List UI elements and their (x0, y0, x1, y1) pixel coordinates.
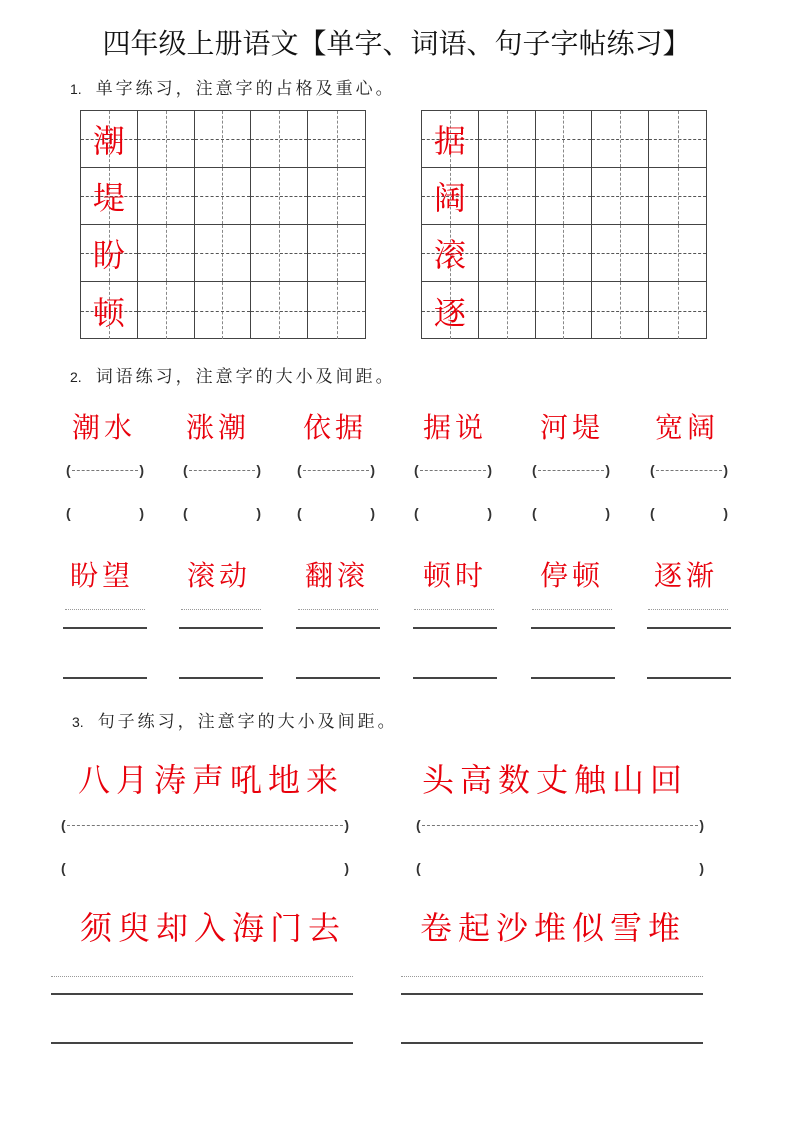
trace-dotted-line[interactable] (181, 609, 261, 610)
section-1-heading (70, 74, 396, 99)
grid-cell[interactable] (592, 282, 649, 339)
grid-cell-model (81, 168, 138, 225)
model-character: 顿 (92, 293, 125, 332)
write-line[interactable] (179, 627, 263, 629)
model-character: 阔 (433, 179, 466, 217)
write-line[interactable] (413, 677, 497, 679)
trace-paren-line[interactable]: ( ) (297, 462, 375, 478)
grid-cell[interactable] (649, 168, 706, 225)
write-paren-line[interactable]: ( ) (532, 505, 610, 521)
model-word: 河堤 (540, 411, 605, 444)
grid-cell[interactable] (138, 282, 195, 339)
grid-cell-model (81, 282, 138, 339)
model-word: 翻滚 (305, 559, 370, 592)
grid-cell-model (422, 225, 479, 282)
grid-cell[interactable] (251, 111, 308, 168)
page-title: 四年级上册语文【单字、词语、句子字帖练习】 (102, 27, 691, 60)
section-2-heading (70, 362, 396, 387)
grid-row (422, 168, 706, 225)
grid-row (422, 282, 706, 339)
section-label: 词语练习，注意字的大小及间距。 (95, 367, 396, 387)
grid-row (81, 282, 365, 339)
grid-cell[interactable] (479, 282, 536, 339)
grid-cell[interactable] (251, 225, 308, 282)
grid-cell[interactable] (251, 168, 308, 225)
write-line[interactable] (531, 627, 615, 629)
write-paren-line[interactable]: ( ) (416, 860, 704, 876)
write-line[interactable] (63, 627, 147, 629)
write-line[interactable] (647, 677, 731, 679)
grid-cell[interactable] (195, 111, 252, 168)
grid-cell[interactable] (649, 111, 706, 168)
write-paren-line[interactable]: ( ) (66, 505, 144, 521)
grid-cell[interactable] (308, 282, 365, 339)
trace-paren-line[interactable]: ( ) (61, 817, 349, 833)
trace-dotted-line[interactable] (298, 609, 378, 610)
model-sentence: 卷起沙堆似雪堆 (420, 909, 687, 947)
write-paren-line[interactable]: ( ) (61, 860, 349, 876)
grid-cell[interactable] (479, 168, 536, 225)
grid-row (81, 225, 365, 282)
write-paren-line[interactable]: ( ) (297, 505, 375, 521)
trace-paren-line[interactable]: ( ) (650, 462, 728, 478)
model-character: 逐 (433, 293, 466, 332)
model-word: 涨潮 (186, 411, 251, 444)
practice-grid-left (80, 110, 366, 339)
model-character: 潮 (92, 122, 125, 160)
trace-paren-line[interactable]: ( ) (416, 817, 704, 833)
grid-cell[interactable] (536, 225, 593, 282)
model-word: 停顿 (540, 559, 605, 592)
grid-row (422, 111, 706, 168)
write-line[interactable] (51, 993, 353, 995)
write-line[interactable] (413, 627, 497, 629)
grid-cell[interactable] (592, 225, 649, 282)
write-line[interactable] (531, 677, 615, 679)
write-line[interactable] (401, 1042, 703, 1044)
grid-cell[interactable] (649, 282, 706, 339)
section-3-heading (72, 707, 398, 732)
trace-dotted-line[interactable] (532, 609, 612, 610)
write-line[interactable] (51, 1042, 353, 1044)
model-character: 滚 (433, 236, 466, 274)
grid-cell-model (81, 225, 138, 282)
grid-cell[interactable] (308, 168, 365, 225)
grid-cell-model (422, 168, 479, 225)
model-character: 盼 (92, 236, 125, 274)
practice-grid-right (421, 110, 707, 339)
model-character: 据 (433, 122, 466, 160)
trace-paren-line[interactable]: ( ) (532, 462, 610, 478)
grid-cell[interactable] (536, 282, 593, 339)
trace-dotted-line[interactable] (65, 609, 145, 610)
grid-cell-model (422, 282, 479, 339)
grid-cell[interactable] (195, 282, 252, 339)
grid-cell[interactable] (592, 168, 649, 225)
write-paren-line[interactable]: ( ) (650, 505, 728, 521)
write-line[interactable] (179, 677, 263, 679)
section-label: 单字练习，注意字的占格及重心。 (95, 79, 396, 99)
model-word: 逐渐 (654, 559, 719, 592)
model-word: 盼望 (70, 559, 135, 592)
grid-row (81, 111, 365, 168)
model-word: 据说 (423, 411, 488, 444)
trace-dotted-line[interactable] (51, 976, 353, 977)
model-character: 堤 (92, 179, 125, 217)
model-word: 顿时 (423, 559, 488, 592)
grid-cell-model (81, 111, 138, 168)
grid-cell[interactable] (138, 225, 195, 282)
model-sentence: 头高数丈触山回 (422, 761, 689, 799)
write-line[interactable] (63, 677, 147, 679)
grid-cell-model (422, 111, 479, 168)
grid-cell[interactable] (195, 225, 252, 282)
write-line[interactable] (296, 627, 380, 629)
grid-row (81, 168, 365, 225)
section-number: 2. (70, 369, 82, 385)
grid-cell[interactable] (138, 168, 195, 225)
trace-dotted-line[interactable] (414, 609, 494, 610)
grid-cell[interactable] (308, 225, 365, 282)
write-line[interactable] (401, 993, 703, 995)
grid-cell[interactable] (251, 282, 308, 339)
trace-dotted-line[interactable] (648, 609, 728, 610)
grid-cell[interactable] (649, 225, 706, 282)
write-paren-line[interactable]: ( ) (414, 505, 492, 521)
model-sentence: 八月涛声吼地来 (78, 761, 345, 799)
trace-paren-line[interactable]: ( ) (414, 462, 492, 478)
trace-paren-line[interactable]: ( ) (183, 462, 261, 478)
write-paren-line[interactable]: ( ) (183, 505, 261, 521)
grid-cell[interactable] (536, 111, 593, 168)
section-number: 1. (70, 81, 82, 97)
model-word: 潮水 (72, 411, 137, 444)
grid-cell[interactable] (479, 225, 536, 282)
write-line[interactable] (647, 627, 731, 629)
grid-cell[interactable] (138, 111, 195, 168)
grid-cell[interactable] (536, 168, 593, 225)
trace-paren-line[interactable]: ( ) (66, 462, 144, 478)
grid-cell[interactable] (195, 168, 252, 225)
grid-row (422, 225, 706, 282)
section-number: 3. (72, 714, 84, 730)
grid-cell[interactable] (592, 111, 649, 168)
model-word: 依据 (303, 411, 368, 444)
model-sentence: 须臾却入海门去 (80, 909, 347, 947)
grid-cell[interactable] (308, 111, 365, 168)
trace-dotted-line[interactable] (401, 976, 703, 977)
grid-cell[interactable] (479, 111, 536, 168)
write-line[interactable] (296, 677, 380, 679)
model-word: 滚动 (187, 559, 252, 592)
model-word: 宽阔 (655, 411, 720, 444)
section-label: 句子练习，注意字的大小及间距。 (97, 712, 398, 732)
